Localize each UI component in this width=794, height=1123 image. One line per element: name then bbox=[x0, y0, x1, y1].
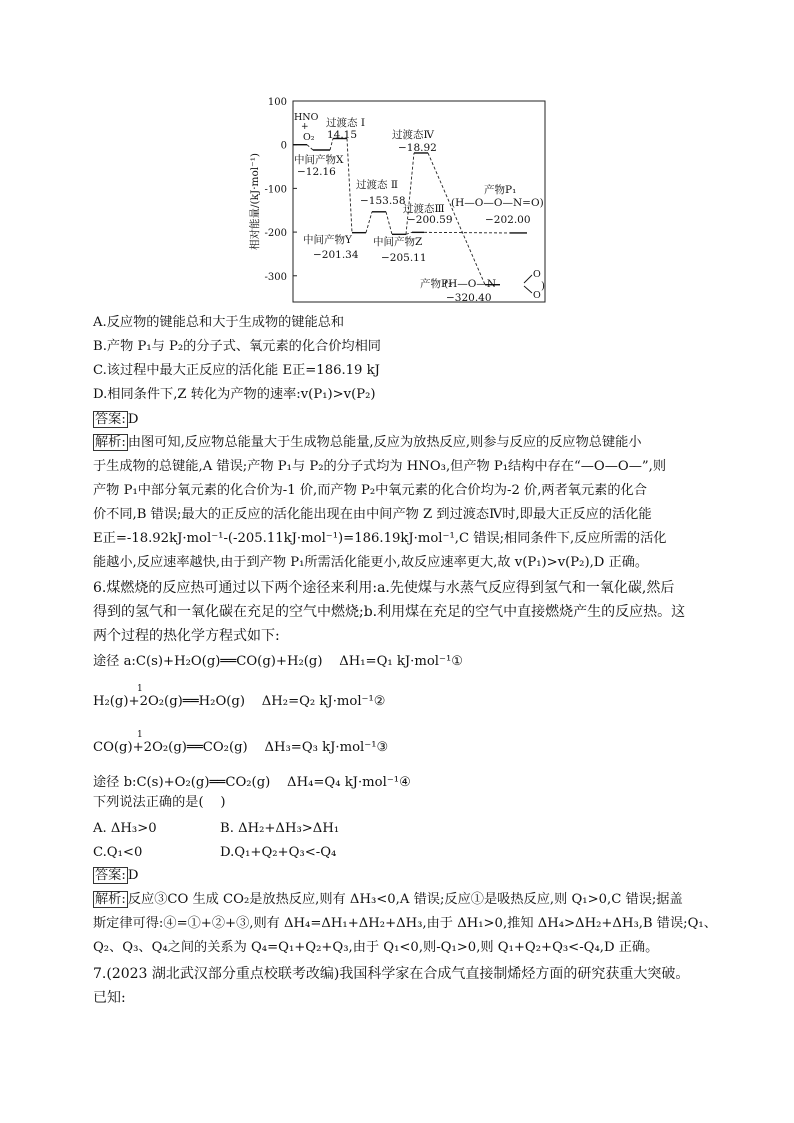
label-plus: + bbox=[301, 122, 309, 132]
answer-label: 答案: bbox=[95, 412, 126, 427]
analysis-5-line-3: 产物 P₁中部分氧元素的化合价为-1 价,而产物 P₂中氧元素的化合价均为-2 价,两者氧元素的化合 bbox=[93, 483, 647, 498]
y-tick-label: 0 bbox=[280, 140, 287, 152]
value-intermediate-x: −12.16 bbox=[297, 166, 336, 178]
option-d: D.相同条件下,Z 转化为产物的速率:v(P₁)>v(P₂) bbox=[93, 387, 376, 402]
y-axis-label: 相对能量/(kJ·mol⁻¹) bbox=[249, 152, 261, 251]
label-intermediate-x: 中间产物X bbox=[294, 154, 344, 166]
label-o2: O₂ bbox=[303, 132, 315, 143]
atom-o-lower: O bbox=[533, 290, 541, 301]
formula-product-p2: (H—O—N bbox=[444, 278, 497, 290]
option-b: B.产物 P₁与 P₂的分子式、氧元素的化合价均相同 bbox=[93, 339, 381, 354]
analysis-5-line-2: 于生成物的总键能,A 错误;产物 P₁与 P₂的分子式均为 HNO₃,但产物 P₁结构中存在“—O—O—”,则 bbox=[93, 459, 667, 474]
value-intermediate-z: −205.11 bbox=[381, 252, 427, 264]
connector bbox=[366, 212, 372, 233]
connector bbox=[424, 232, 510, 233]
label-product-p2: 产物P₂ bbox=[420, 278, 453, 290]
y-tick-label: -200 bbox=[264, 228, 287, 240]
label-ts3: 过渡态Ⅲ bbox=[403, 203, 445, 215]
analysis-5-line-1 bbox=[93, 433, 642, 453]
y-tick-label: -100 bbox=[264, 184, 287, 196]
label-product-p1: 产物P₁ bbox=[484, 184, 517, 196]
analysis-5-line-6: 能越小,反应速率越快,由于到产物 P₁所需活化能更小,故反应速率更大,故 v(P₁)>v(P₂),D 正确。 bbox=[93, 555, 649, 570]
option-a: A.反应物的键能总和大于生成物的键能总和 bbox=[93, 315, 345, 330]
label-hno: HNO bbox=[294, 112, 319, 123]
q6-option-b: B. ΔH₂+ΔH₃>ΔH₁ bbox=[220, 821, 340, 836]
option-c: C.该过程中最大正反应的活化能 E正=186.19 kJ bbox=[93, 363, 380, 378]
value-ts2: −153.58 bbox=[360, 195, 406, 207]
connector bbox=[406, 232, 412, 234]
value-intermediate-y: −201.34 bbox=[313, 249, 359, 261]
q6-line-2: 得到的氢气和一氧化碳在充足的空气中燃烧;b.利用煤在充足的空气中直接燃烧产生的反应热。这 bbox=[93, 604, 686, 620]
q6-eq-4: 途径 b:C(s)+O₂(g)══CO₂(g) ΔH₄=Q₄ kJ·mol⁻¹④ bbox=[93, 775, 411, 790]
answer-6 bbox=[93, 866, 138, 886]
value-product-p1: −202.00 bbox=[485, 214, 531, 226]
answer-label: 答案: bbox=[95, 868, 126, 883]
q6-line-1: 6.煤燃烧的反应热可通过以下两个途径来利用:a.先使煤与水蒸气反应得到氢气和一氧化碳,然后 bbox=[93, 580, 675, 596]
connector bbox=[307, 145, 313, 150]
analysis-text: 反应③CO 生成 CO₂是放热反应,则有 ΔH₃<0,A 错误;反应①是吸热反应,则 Q₁>0,C 错误;据盖 bbox=[127, 892, 683, 907]
q7-line-2: 已知: bbox=[93, 990, 126, 1006]
connector bbox=[386, 212, 392, 235]
q6-eq-2: H₂(g)+2O₂(g)══H₂O(g) ΔH₂=Q₂ kJ·mol⁻¹② bbox=[93, 694, 386, 709]
y-tick-label: 100 bbox=[267, 97, 287, 108]
analysis-6-line-3: Q₂、Q₃、Q₄之间的关系为 Q₄=Q₁+Q₂+Q₃,由于 Q₁<0,则-Q₁>0,则 Q₁+Q₂+Q₃<-Q₄,D 正确。 bbox=[93, 940, 659, 955]
answer-5 bbox=[93, 410, 138, 430]
q6-question: 下列说法正确的是( ) bbox=[93, 795, 226, 810]
connector bbox=[347, 139, 352, 233]
q6-option-a: A. ΔH₃>0 bbox=[93, 821, 157, 836]
q6-line-3: 两个过程的热化学方程式如下: bbox=[93, 628, 280, 644]
fraction-numerator: 1 bbox=[137, 684, 143, 694]
atom-o-upper: O bbox=[533, 269, 541, 280]
value-ts1: 14.15 bbox=[326, 129, 358, 141]
analysis-text: 由图可知,反应物总能量大于生成物总能量,反应为放热反应,则参与反应的反应物总键能小 bbox=[127, 435, 642, 450]
value-ts4: −18.92 bbox=[398, 142, 437, 154]
formula-product-p1: (H—O—O—N=O) bbox=[451, 197, 544, 209]
bond-n-o-lower bbox=[524, 286, 532, 293]
paren-close: ) bbox=[541, 281, 545, 292]
value-ts3: −200.59 bbox=[407, 214, 453, 226]
analysis-6-line-2: 斯定律可得:④=①+②+③,则有 ΔH₄=ΔH₁+ΔH₂+ΔH₃,由于 ΔH₁>0,推知 ΔH₄>ΔH₂+ΔH₃,B 错误;Q₁、 bbox=[93, 916, 717, 931]
bond-n-o-upper bbox=[524, 275, 532, 283]
q6-option-d: D.Q₁+Q₂+Q₃<-Q₄ bbox=[220, 845, 337, 860]
analysis-5-line-4: 价不同,B 错误;最大的正反应的活化能出现在由中间产物 Z 到过渡态Ⅳ时,即最大正反应的活化能 bbox=[93, 507, 652, 522]
q6-eq-3: CO(g)+2O₂(g)══CO₂(g) ΔH₃=Q₃ kJ·mol⁻¹③ bbox=[93, 740, 389, 755]
analysis-label: 解析: bbox=[95, 435, 126, 450]
label-intermediate-z: 中间产物Z bbox=[373, 236, 423, 248]
analysis-label: 解析: bbox=[95, 892, 126, 907]
answer-value: D bbox=[127, 412, 139, 427]
y-tick-label: -300 bbox=[264, 271, 287, 283]
label-ts4: 过渡态Ⅳ bbox=[392, 129, 434, 141]
q7-line-1: 7.(2023 湖北武汉部分重点校联考改编)我国科学家在合成气直接制烯烃方面的研究获重大突破。 bbox=[93, 966, 690, 982]
value-product-p2: −320.40 bbox=[446, 292, 492, 304]
analysis-5-line-5: E正=-18.92kJ·mol⁻¹-(-205.11kJ·mol⁻¹)=186.19kJ·mol⁻¹,C 错误;相同条件下,反应所需的活化 bbox=[93, 531, 667, 546]
answer-value: D bbox=[127, 868, 139, 883]
q6-eq-1: 途径 a:C(s)+H₂O(g)══CO(g)+H₂(g) ΔH₁=Q₁ kJ·mol⁻¹① bbox=[93, 654, 464, 669]
analysis-6-line-1 bbox=[93, 890, 683, 910]
label-intermediate-y: 中间产物Y bbox=[303, 234, 352, 246]
label-ts2: 过渡态 Ⅱ bbox=[356, 179, 398, 191]
q6-option-c: C.Q₁<0 bbox=[93, 845, 143, 860]
label-ts1: 过渡态 Ⅰ bbox=[326, 117, 365, 129]
fraction-numerator: 1 bbox=[137, 730, 143, 740]
